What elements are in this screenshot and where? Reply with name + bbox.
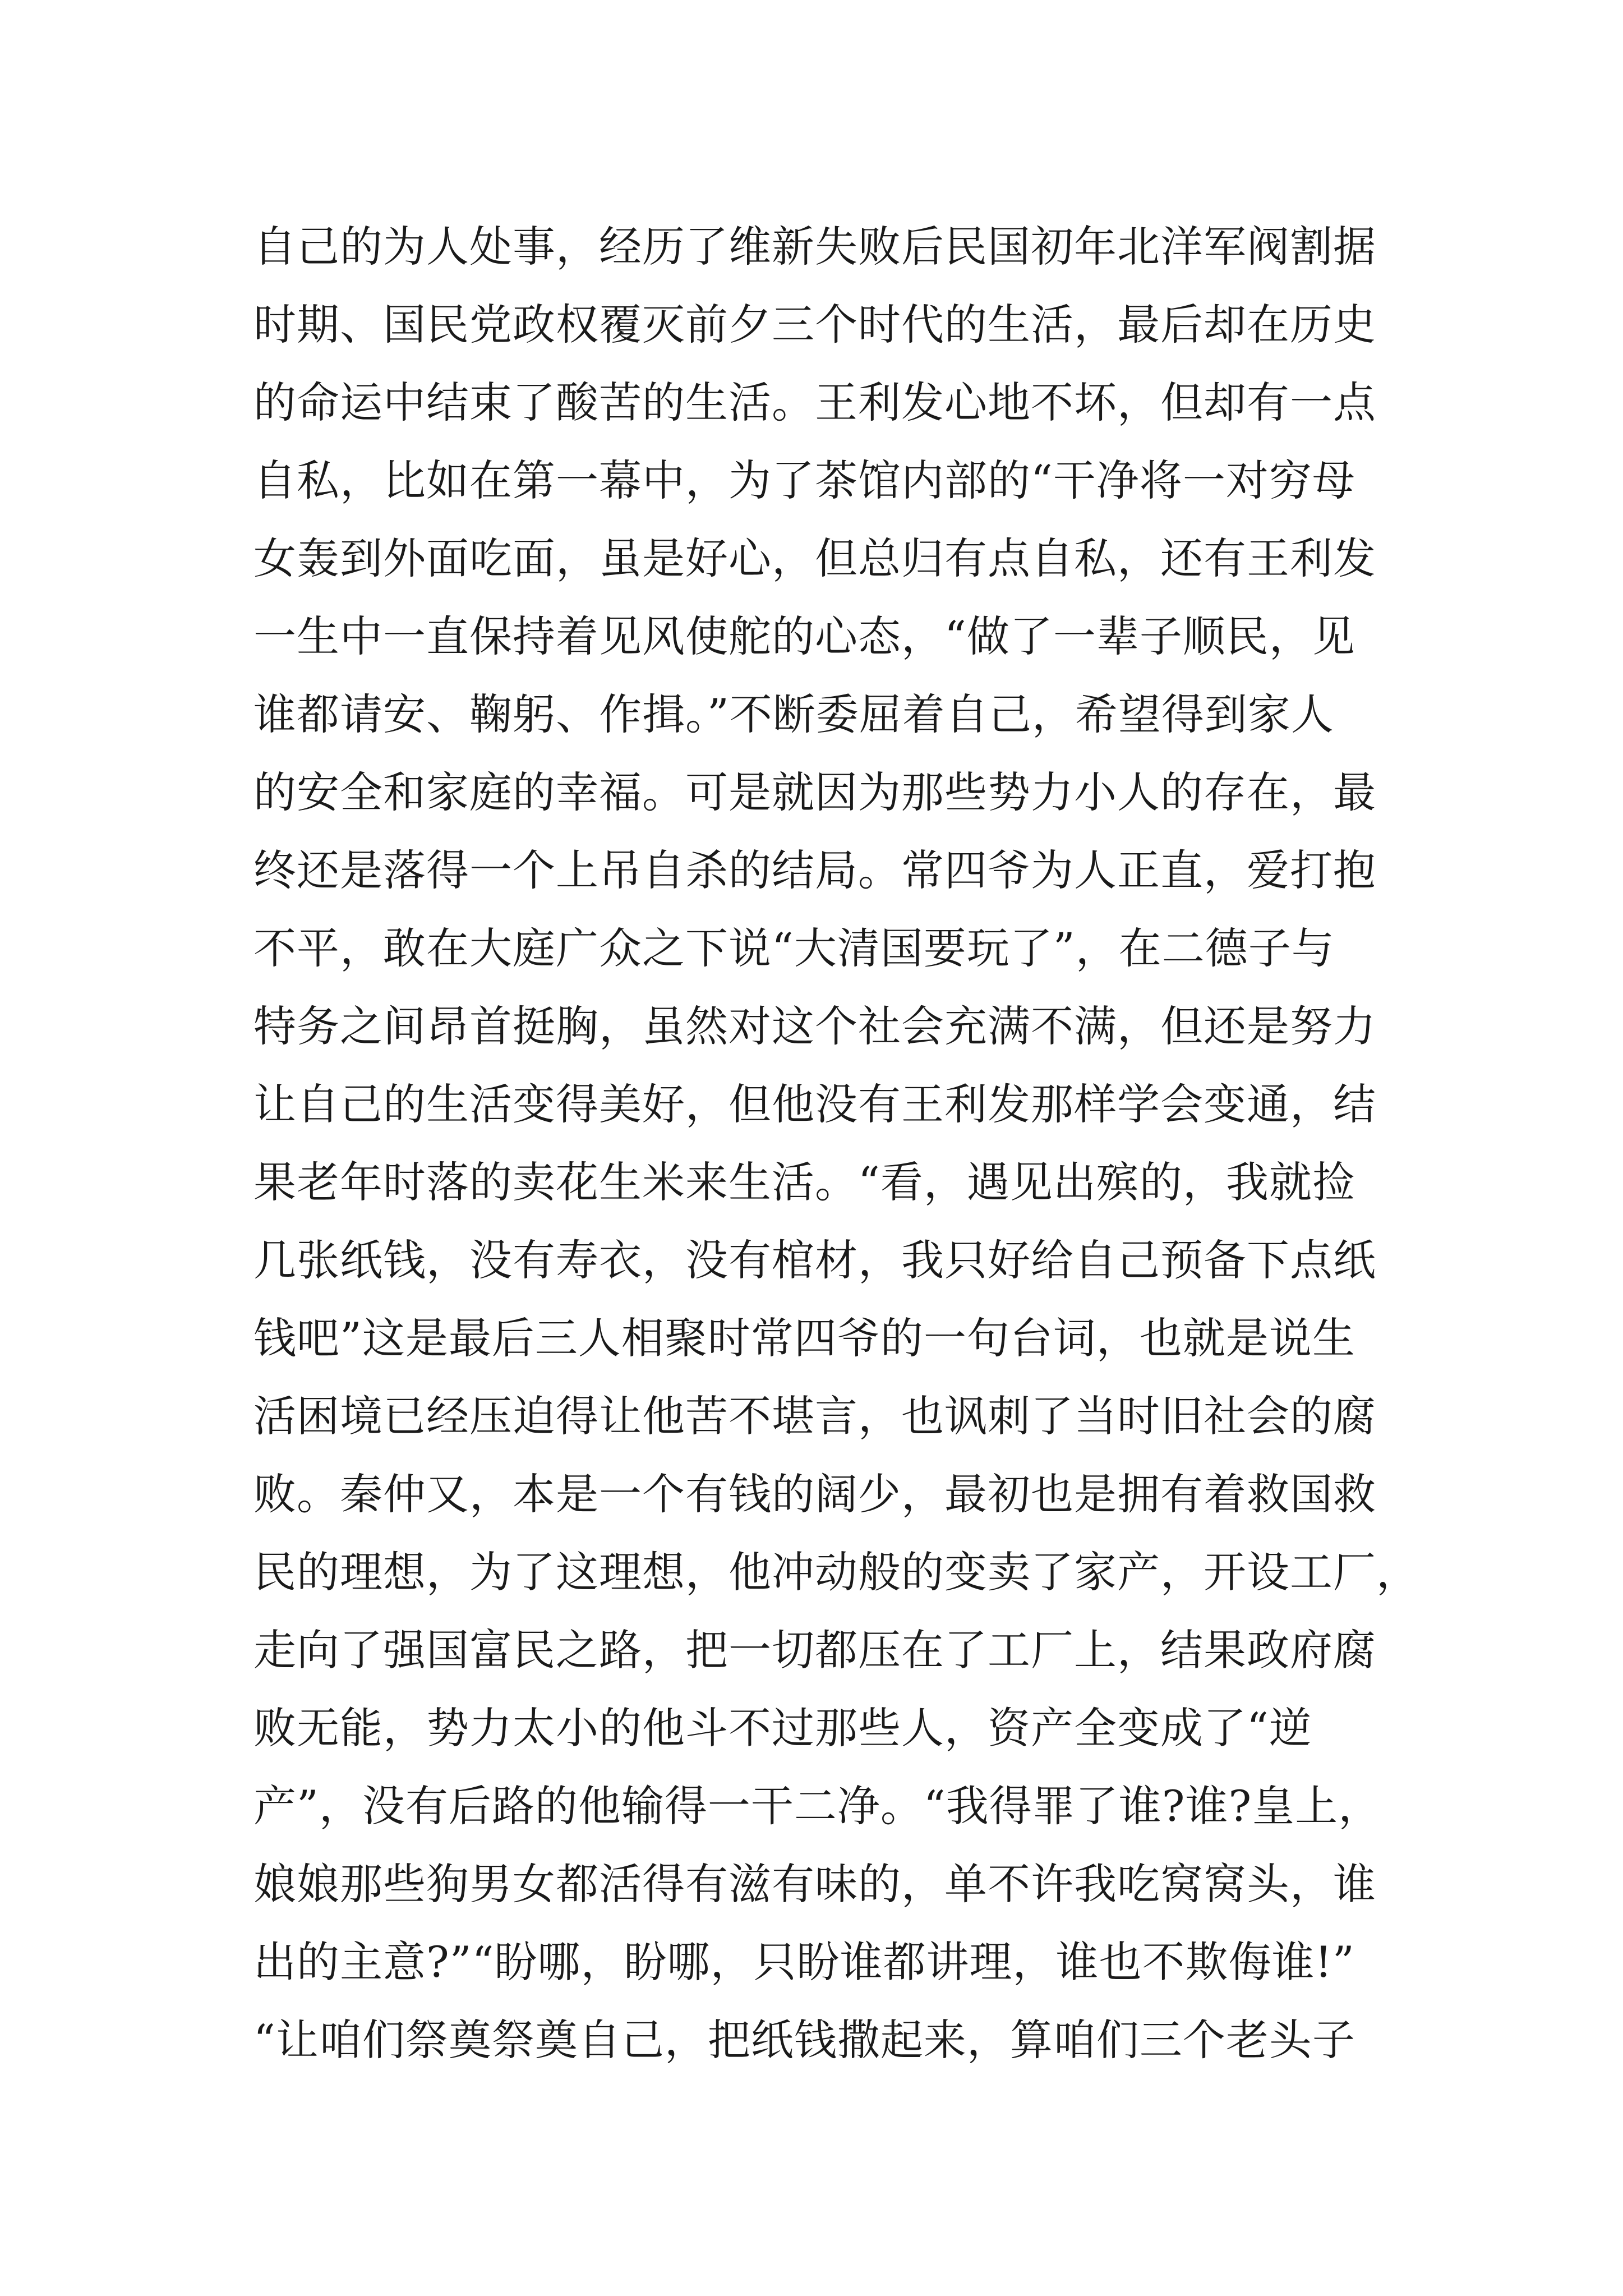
text-line: “让咱们祭奠祭奠自己，把纸钱撒起来，算咱们三个老头子	[253, 2015, 1355, 2065]
text-line: 一生中一直保持着见风使舵的心态，“做了一辈子顺民，见	[253, 611, 1355, 661]
text-line: 民的理想，为了这理想，他冲动般的变卖了家产，开设工厂，	[253, 1547, 1419, 1597]
text-line: 活困境已经压迫得让他苦不堪言，也讽刺了当时旧社会的腐	[253, 1391, 1376, 1441]
text-line: 败。秦仲又，本是一个有钱的阔少，最初也是拥有着救国救	[253, 1469, 1376, 1519]
text-line: 出的主意?”“盼哪，盼哪，只盼谁都讲理，谁也不欺侮谁!”	[253, 1937, 1355, 1987]
text-line: 让自己的生活变得美好，但他没有王利发那样学会变通，结	[253, 1079, 1376, 1129]
text-line: 钱吧”这是最后三人相聚时常四爷的一句台词，也就是说生	[253, 1313, 1355, 1363]
text-line: 自私，比如在第一幕中，为了茶馆内部的“干净将一对穷母	[253, 455, 1355, 505]
text-line: 的命运中结束了酸苦的生活。王利发心地不坏，但却有一点	[253, 378, 1376, 427]
text-line: 的安全和家庭的幸福。可是就因为那些势力小人的存在，最	[253, 767, 1376, 817]
text-line: 女轰到外面吃面，虽是好心，但总归有点自私，还有王利发	[253, 533, 1376, 583]
text-line: 特务之间昂首挺胸，虽然对这个社会充满不满，但还是努力	[253, 1001, 1376, 1051]
text-line: 果老年时落的卖花生米来生活。“看，遇见出殡的，我就捡	[253, 1157, 1355, 1207]
text-line: 时期、国民党政权覆灭前夕三个时代的生活，最后却在历史	[253, 300, 1376, 349]
text-line: 几张纸钱，没有寿衣，没有棺材，我只好给自己预备下点纸	[253, 1235, 1376, 1285]
text-line: 走向了强国富民之路，把一切都压在了工厂上，结果政府腐	[253, 1625, 1376, 1675]
body-text	[253, 208, 1431, 2079]
text-line: 自己的为人处事，经历了维新失败后民国初年北洋军阀割据	[253, 222, 1376, 272]
text-line: 终还是落得一个上吊自杀的结局。常四爷为人正直，爱打抱	[253, 845, 1376, 895]
text-line: 产”，没有后路的他输得一干二净。“我得罪了谁?谁?皇上，	[253, 1781, 1382, 1831]
text-line: 不平，敢在大庭广众之下说“大清国要玩了”，在二德子与	[253, 923, 1335, 973]
text-line: 娘娘那些狗男女都活得有滋有味的，单不许我吃窝窝头，谁	[253, 1859, 1376, 1909]
text-line: 败无能，势力太小的他斗不过那些人，资产全变成了“逆	[253, 1703, 1312, 1753]
text-line: 谁都请安、鞠躬、作揖。”不断委屈着自己，希望得到家人	[253, 689, 1334, 739]
